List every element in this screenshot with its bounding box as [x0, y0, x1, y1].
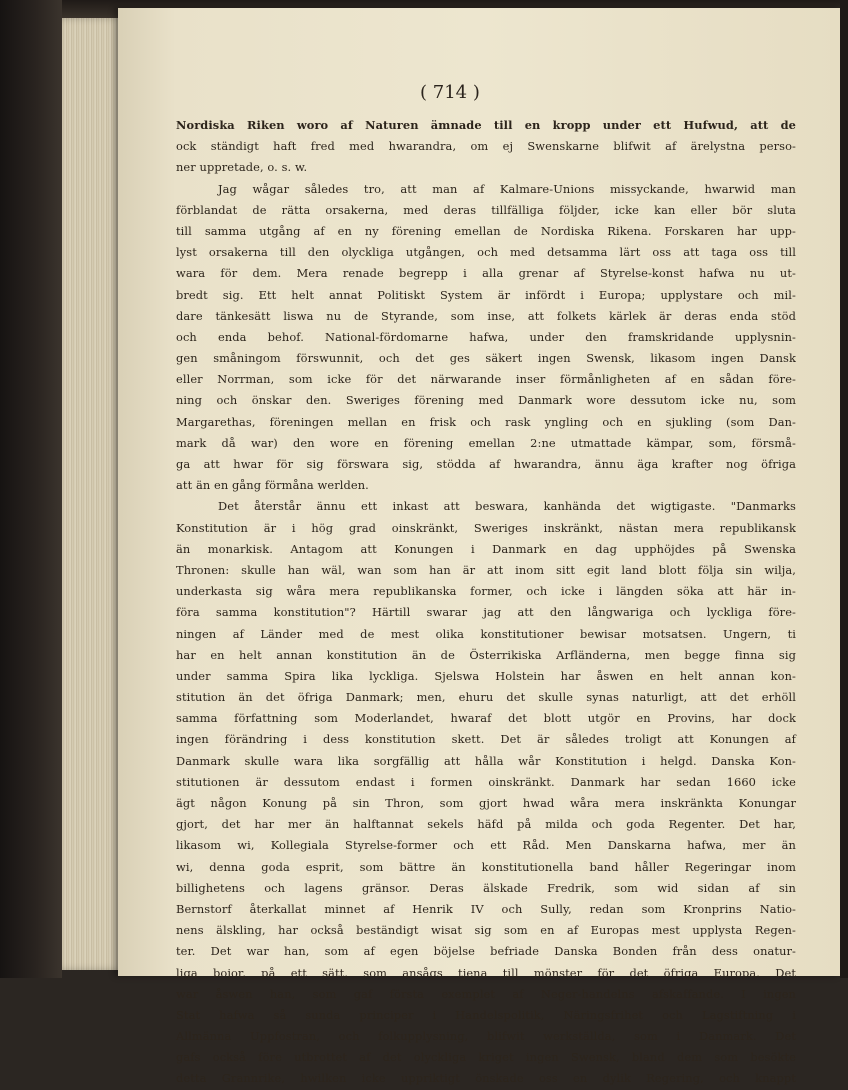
text-line: och enda behof. National-fördomarne hafwa, under den framskridande upplysnin-	[176, 329, 796, 344]
text-line: wi, denna goda esprit, som bättre än konstitutionella band håller Regeringar inom	[176, 859, 796, 874]
text-line: dare tänkesätt liswa nu de Styrande, som inse, att folkets kärlek är deras enda stöd	[176, 308, 796, 323]
book-right-background	[840, 0, 848, 978]
text-line: ter. Det war han, som af egen böjelse befriade Danska Bonden från dess onatur-	[176, 944, 796, 959]
text-line: föra samma konstitution"? Härtill swarar jag att den långwariga och lyckliga före-	[176, 605, 796, 620]
text-line: ock ständigt haft fred med hwarandra, om ej Swenskarne blifwit af ärelystna perso-	[176, 139, 796, 154]
text-line: liga bojor, på ett sätt, som ansågs tjena till mönster för det öfriga Europa. Det	[176, 965, 796, 980]
text-line: wara för dem. Mera renade begrepp i alla grenar af Styrelse-konst hafwa nu ut-	[176, 266, 796, 281]
page-number: ( 714 )	[420, 82, 480, 103]
text-line: samma författning som Moderlandet, hwaraf det blott utgör en Provins, har dock	[176, 711, 796, 726]
text-line: än monarkisk. Antagom att Konungen i Danmark en dag upphöjdes på Swenska	[176, 541, 796, 556]
text-line: ingen förändring i dess konstitution skett. Det är således troligt att Konungen af	[176, 732, 796, 747]
text-line: förblandat de rätta orsakerna, med deras tillfälliga följder, icke kan eller bör sluta	[176, 202, 796, 217]
text-line: underkasta sig wåra mera republikanska former, och icke i längden söka att här in-	[176, 584, 796, 599]
text-line: Konstitution är i hög grad oinskränkt, Sweriges inskränkt, nästan mera republikansk	[176, 520, 796, 535]
text-line: ning och önskar den. Sweriges förening med Danmark wore dessutom icke nu, som	[176, 393, 796, 408]
text-line: Det återstår ännu ett inkast att beswara, kanhända det wigtigaste. "Danmarks	[218, 499, 796, 514]
text-line: likasom wi, Kollegiala Styrelse-former och ett Råd. Men Danskarna hafwa, mer än	[176, 838, 796, 853]
text-line: Bernstorf återkallat minnet af Henrik IV och Sully, redan som Kronprins Natio-	[176, 901, 796, 916]
book-left-background	[0, 0, 62, 978]
text-line: mark då war) den wore en förening emellan 2:ne utmattade kämpar, som, försmå-	[176, 435, 796, 450]
text-line: att än en gång förmåna werlden.	[176, 478, 369, 493]
text-line: detta Grannrike, hwilken icke uppriktigt önskade oss en dylik Regering, och knappt	[176, 1071, 796, 1086]
text-line: Danmark skulle wara lika sorgfällig att hålla wår Konstitution i helgd. Danska Kon-	[176, 753, 796, 768]
text-line: stitutionen är dessutom endast i formen oinskränkt. Danmark har sedan 1660 icke	[176, 774, 796, 789]
text-line: Nordiska Riken woro af Naturen ämnade till en kropp under ett Hufwud, att de	[176, 118, 796, 132]
text-line: billighetens och lagens gränsor. Deras älskade Fredrik, som wid sidan af sin	[176, 880, 796, 895]
text-line: under samma Spira lika lyckliga. Sjelswa Holstein har åswen en helt annan kon-	[176, 668, 796, 683]
text-line: lyst orsakerna till den olyckliga utgången, och med detsamma lärt oss att taga oss till	[176, 245, 796, 260]
text-line: Allmänna Uppfostran, och folkupplysning, blifwit werkställda, som i Danmark. Det	[176, 1029, 796, 1044]
text-line: Stat hafwa så sunda principer i Handelspolitik, Näringsfrihet och Lagstiftning i	[176, 1007, 796, 1022]
text-line: gafs också före utbrottet af det olyckliga kriget ingen Swensk, bland dem som besökte	[176, 1050, 796, 1065]
page-edges	[62, 18, 122, 970]
text-line: har en helt annan konstitution än de Österrikiska Arfländerna, men begge finna sig	[176, 647, 796, 662]
text-line: stitution än det öfriga Danmark; men, ehuru det skulle synas naturligt, att det erhöll	[176, 690, 796, 705]
text-line: ner uppretade, o. s. w.	[176, 160, 308, 175]
text-line: nens älskling, har också beständigt wisat sig som en af Europas mest upplysta Regen-	[176, 923, 796, 938]
text-line: bredt sig. Ett helt annat Politiskt System är infördt i Europa; upplystare och mil-	[176, 287, 796, 302]
text-line: gen småningom förswunnit, och det ges säkert ingen Swensk, likasom ingen Dansk	[176, 351, 796, 366]
body-text	[176, 115, 796, 1090]
text-line: war åswen han, som gaf första exemplet af Neger-handelns afskaffande. I ingen	[176, 986, 796, 1001]
text-line: gjort, det har mer än halftannat sekels häfd på milda och goda Regenter. Det har,	[176, 817, 796, 832]
text-line: ningen af Länder med de mest olika konstitutioner bewisar motsatsen. Ungern, ti	[176, 626, 796, 641]
text-line: eller Norrman, som icke för det närwarande inser förmånligheten af en sådan före-	[176, 372, 796, 387]
text-line: till samma utgång af en ny förening emellan de Nordiska Rikena. Forskaren har upp-	[176, 223, 796, 238]
text-line: ägt någon Konung på sin Thron, som gjort hwad wåra mera inskränkta Konungar	[176, 796, 796, 810]
text-line: Jag wågar således tro, att man af Kalmare-Unions missyckande, hwarwid man	[218, 181, 796, 196]
text-line: Margarethas, föreningen mellan en frisk och rask yngling och en sjukling (som Dan-	[176, 414, 796, 429]
text-line: Thronen: skulle han wäl, wan som han är att inom sitt egit land blott följa sin wilja,	[176, 562, 796, 577]
text-line: ga att hwar för sig förswara sig, stödda af hwarandra, ännu äga krafter nog öfriga	[176, 457, 796, 471]
